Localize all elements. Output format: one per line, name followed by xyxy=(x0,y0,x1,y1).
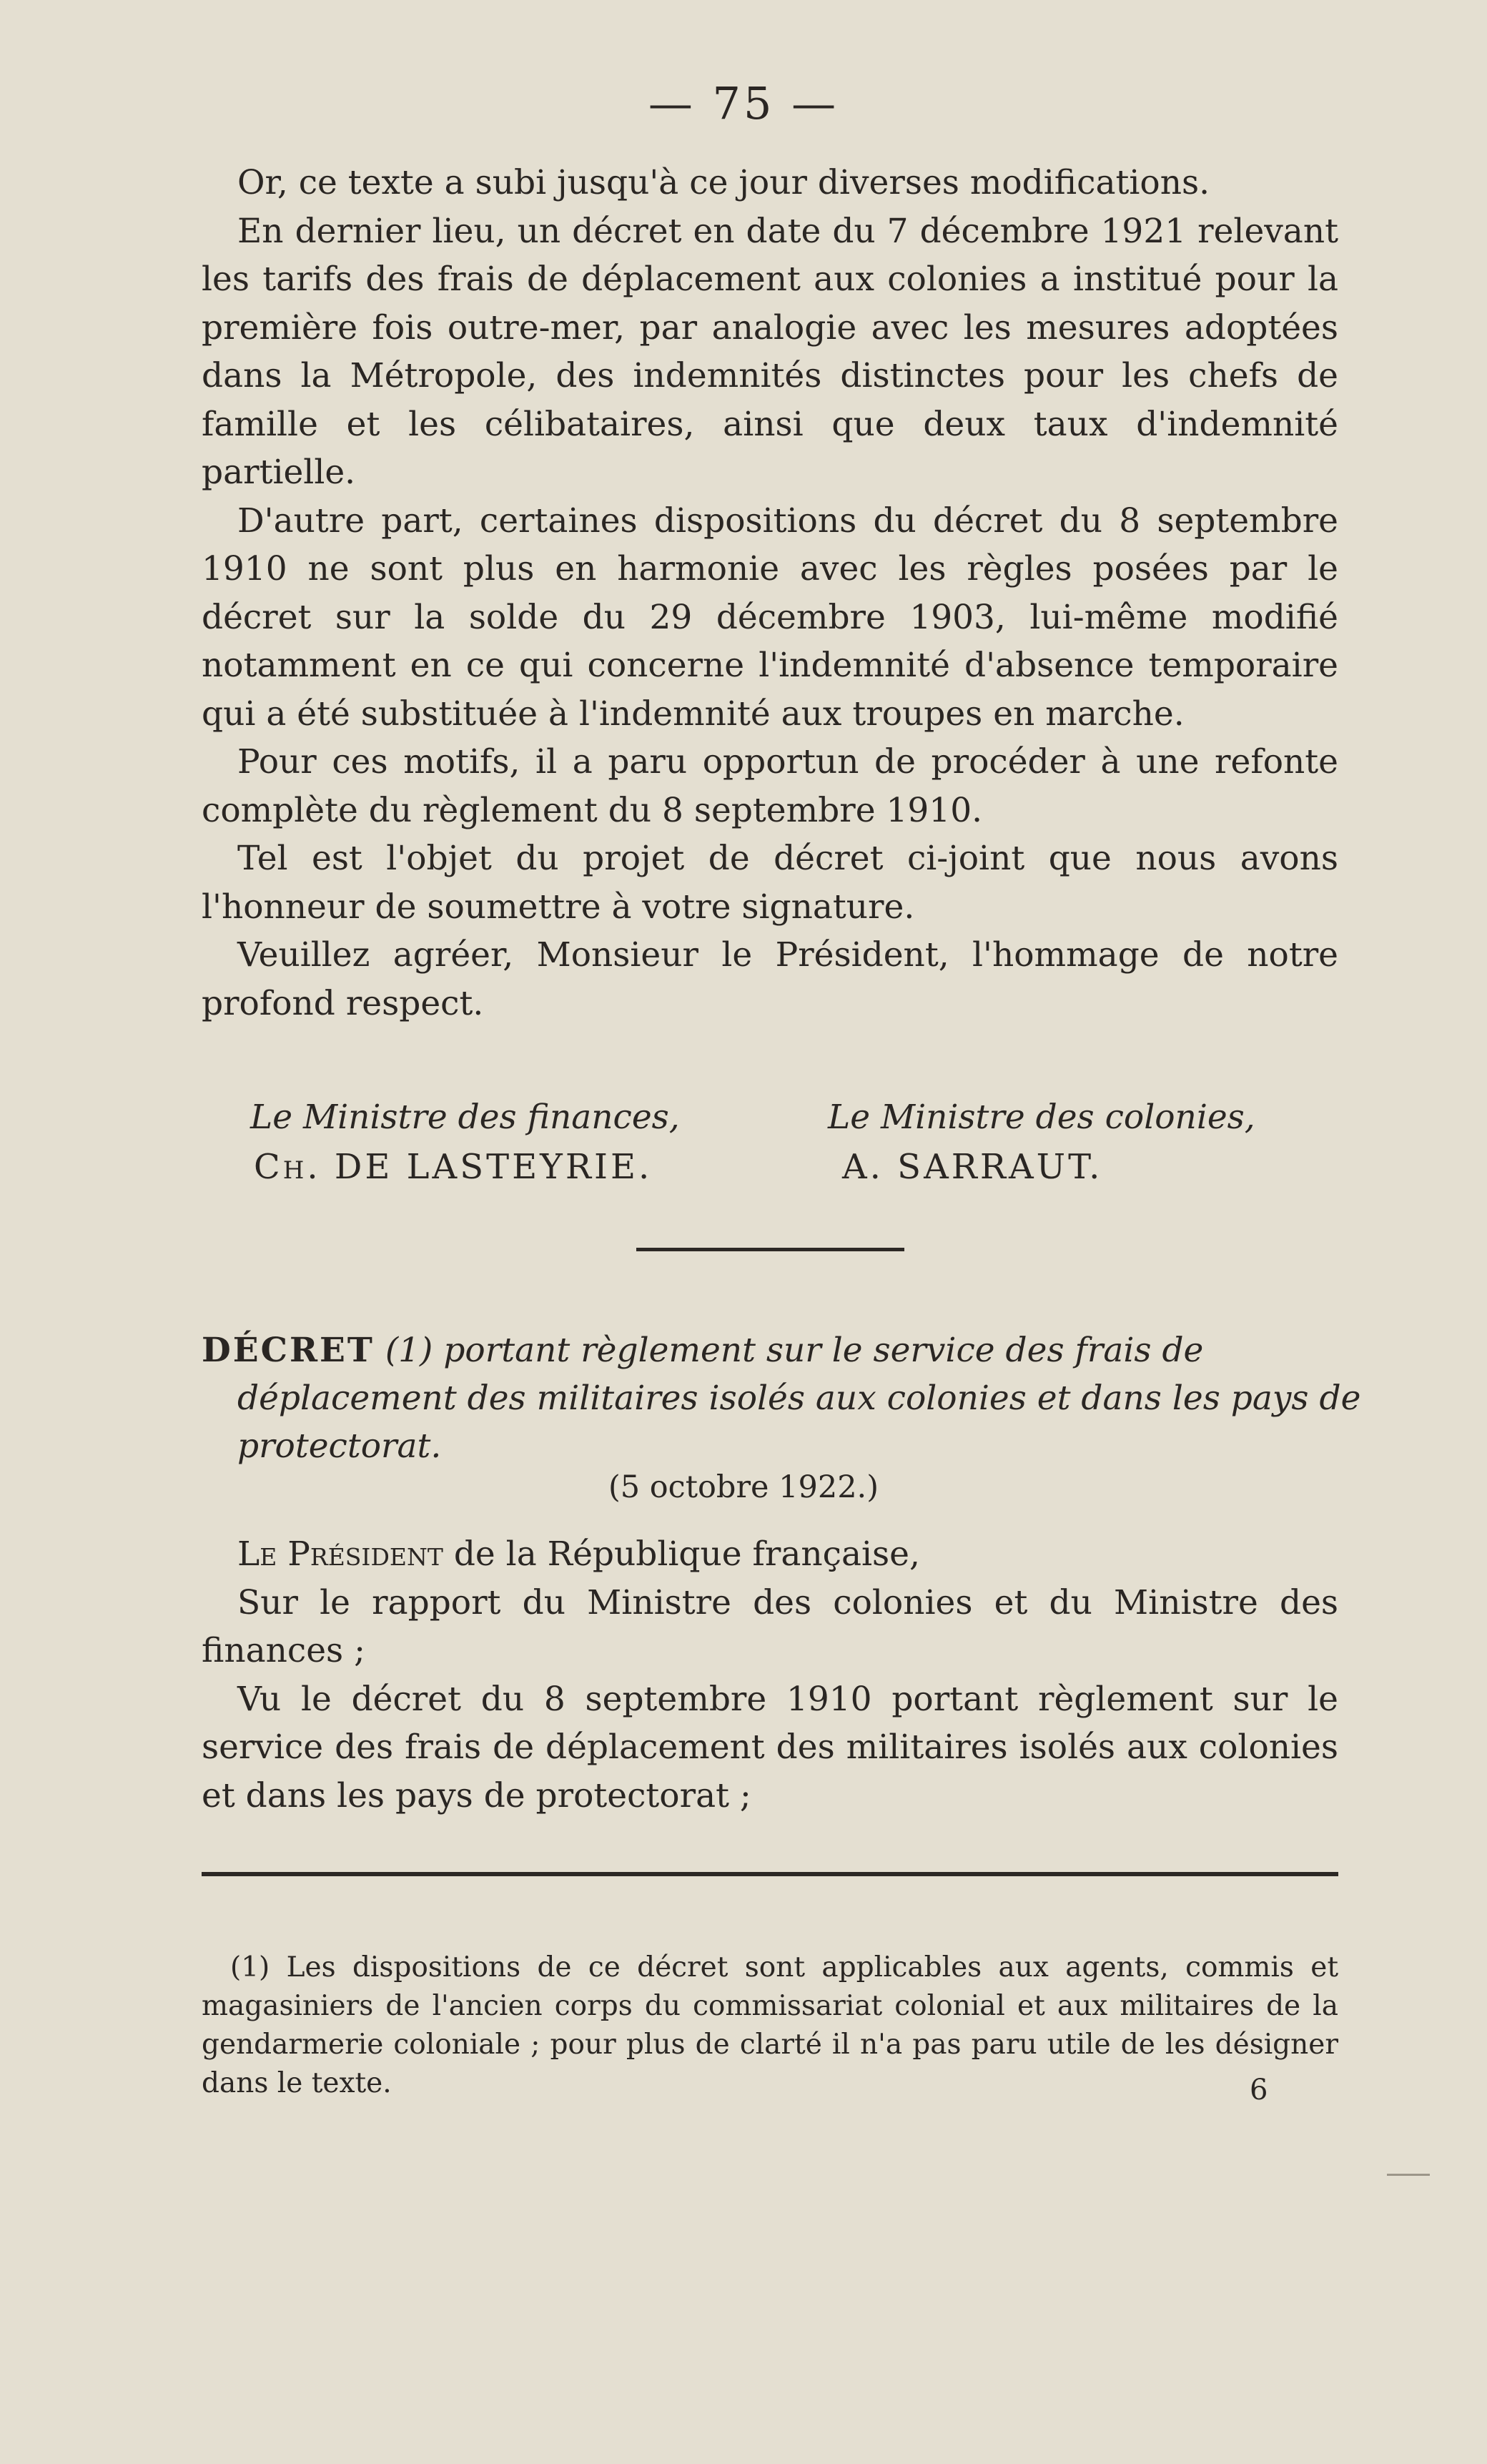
paragraph-4: Pour ces motifs, il a paru opportun de procéder à une refonte complète du règlement du 8 septembre 1910. xyxy=(202,742,1338,830)
report-text xyxy=(202,159,1338,1028)
sheet-number: 6 xyxy=(1250,2074,1268,2106)
paragraph-5: Tel est l'objet du projet de décret ci-joint que nous avons l'honneur de soumettre à votre signature. xyxy=(202,839,1338,927)
president-lead: Le Président xyxy=(237,1534,443,1574)
footnote-rule xyxy=(202,1872,1338,1876)
president-rest: de la République française, xyxy=(453,1534,920,1574)
decree-date: (5 octobre 1922.) xyxy=(608,1469,879,1505)
vu-line: Vu le décret du 8 septembre 1910 portant règlement sur le service des frais de déplacement des militaires isolés aux colonies et dans les pays de protectorat ; xyxy=(202,1679,1338,1815)
signature-colonies xyxy=(828,1098,1255,1187)
page-number: — 75 — xyxy=(648,77,839,129)
signature-colonies-title: Le Ministre des colonies, xyxy=(828,1098,1255,1137)
signature-finance xyxy=(250,1098,680,1187)
signature-finance-name: Ch. DE LASTEYRIE. xyxy=(254,1147,653,1187)
president-line xyxy=(202,1530,1338,1579)
decree-note-ref: (1) xyxy=(385,1331,433,1370)
rapport-line: Sur le rapport du Ministre des colonies et du Ministre des finances ; xyxy=(202,1582,1338,1670)
decree-heading xyxy=(202,1326,1374,1470)
section-divider xyxy=(636,1248,904,1251)
signature-finance-title: Le Ministre des finances, xyxy=(250,1098,680,1137)
paragraph-1: Or, ce texte a subi jusqu'à ce jour diverses modifications. xyxy=(237,163,1210,202)
margin-mark xyxy=(1387,2174,1430,2176)
decree-title: portant règlement sur le service des frais de déplacement des militaires isolés aux colonies et dans les pays de protectorat. xyxy=(237,1331,1361,1466)
decree-body xyxy=(202,1530,1338,1820)
paragraph-3: D'autre part, certaines dispositions du décret du 8 septembre 1910 ne sont plus en harmonie avec les règles posées par le décret sur la solde du 29 décembre 1903, lui-même modifié notamment en ce qui concerne l'indemnité d'absence temporaire qui a été substituée à l'indemnité aux troupes en marche. xyxy=(202,501,1338,734)
signature-colonies-name: A. SARRAUT. xyxy=(842,1147,1103,1187)
decree-keyword: DÉCRET xyxy=(202,1331,375,1370)
paragraph-2: En dernier lieu, un décret en date du 7 décembre 1921 relevant les tarifs des frais de déplacement aux colonies a institué pour la première fois outre-mer, par analogie avec les mesures adoptées dans la Métropole, des indemnités distinctes pour les chefs de famille et les célibataires, ainsi que deux taux d'indemnité partielle. xyxy=(202,211,1338,492)
footnote: (1) Les dispositions de ce décret sont applicables aux agents, commis et magasiniers de l'ancien corps du commissariat colonial et aux militaires de la gendarmerie coloniale ; pour plus de clarté il n'a pas paru utile de les désigner dans le texte. xyxy=(202,1951,1338,2099)
paragraph-6: Veuillez agréer, Monsieur le Président, l'hommage de notre profond respect. xyxy=(202,935,1338,1023)
